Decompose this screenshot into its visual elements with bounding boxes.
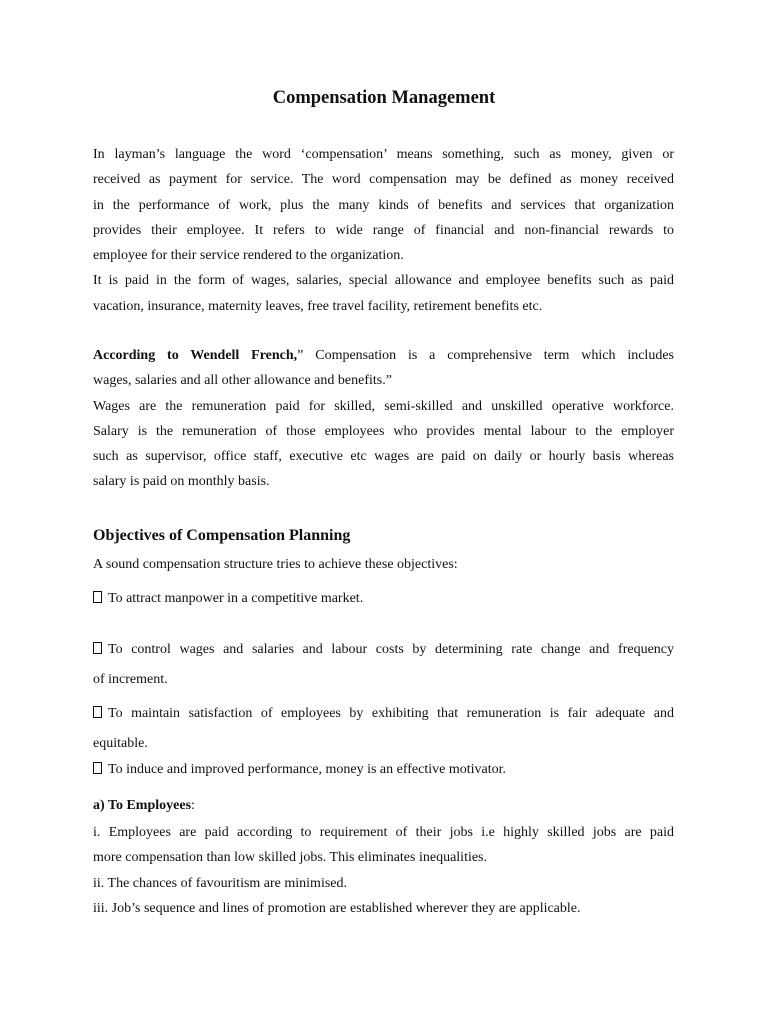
bullet-text: To induce and improved performance, money is an effective motivator. <box>108 762 507 777</box>
bullet-item <box>93 591 674 607</box>
text-line: in the performance of work, plus the many kinds of benefits and services that organization <box>93 197 674 213</box>
text-line: vacation, insurance, maternity leaves, free travel facility, retirement benefits etc. <box>93 298 543 314</box>
text-line: Salary is the remuneration of those employees who provides mental labour to the employer <box>93 423 674 439</box>
text-line: employee for their service rendered to the organization. <box>93 248 404 264</box>
text-line: It is paid in the form of wages, salaries, special allowance and employee benefits such as paid <box>93 273 674 289</box>
list-item: ii. The chances of favouritism are minimised. <box>93 875 348 891</box>
text-line <box>93 699 674 729</box>
list-item: more compensation than low skilled jobs. This eliminates inequalities. <box>93 850 488 866</box>
text-line: Wages are the remuneration paid for skilled, semi-skilled and unskilled operative workforce. <box>93 398 674 414</box>
bullet-glyph-icon <box>93 762 102 774</box>
bullet-glyph-icon <box>93 591 102 603</box>
text-line: equitable. <box>93 736 148 751</box>
bullet-item <box>93 762 674 778</box>
bullet-text: To control wages and salaries and labour costs by determining rate change and frequency <box>108 642 674 657</box>
subsection-title: a) To Employees <box>93 798 192 813</box>
objectives-intro: A sound compensation structure tries to achieve these objectives: <box>93 557 458 572</box>
quote-author: According to Wendell French, <box>93 348 298 363</box>
bullet-item <box>93 635 674 695</box>
page-title: Compensation Management <box>272 88 496 108</box>
text-line <box>93 762 674 778</box>
subsection-colon: : <box>191 798 195 813</box>
employees-list <box>93 820 674 921</box>
text-line: wages, salaries and all other allowance and benefits.” <box>93 373 392 389</box>
text-line: of increment. <box>93 672 168 687</box>
bullet-text: To maintain satisfaction of employees by exhibiting that remuneration is fair adequate and <box>108 706 674 721</box>
list-item: i. Employees are paid according to requirement of their jobs i.e highly skilled jobs are paid <box>93 825 674 840</box>
bullet-glyph-icon <box>93 706 102 718</box>
text-line: received as payment for service. The word compensation may be defined as money received <box>93 172 674 188</box>
bullet-text: To attract manpower in a competitive market. <box>108 591 364 606</box>
text-line: salary is paid on monthly basis. <box>93 474 270 490</box>
subsection-heading <box>93 798 674 814</box>
french-paragraph <box>93 343 674 495</box>
quote-text: ” Compensation is a comprehensive term which includes <box>297 348 674 363</box>
section-heading: Objectives of Compensation Planning <box>93 527 351 544</box>
text-line <box>93 635 674 665</box>
text-line: such as supervisor, office staff, executive etc wages are paid on daily or hourly basis whereas <box>93 449 674 465</box>
text-line: provides their employee. It refers to wide range of financial and non-financial rewards to <box>93 222 674 238</box>
text-line <box>93 343 674 368</box>
intro-paragraph <box>93 142 674 319</box>
bullet-glyph-icon <box>93 642 102 654</box>
text-line: In layman’s language the word ‘compensation’ means something, such as money, given or <box>93 147 674 162</box>
text-line <box>93 591 674 607</box>
list-item: iii. Job’s sequence and lines of promotion are established wherever they are applicable. <box>93 900 581 916</box>
bullet-item <box>93 699 674 759</box>
